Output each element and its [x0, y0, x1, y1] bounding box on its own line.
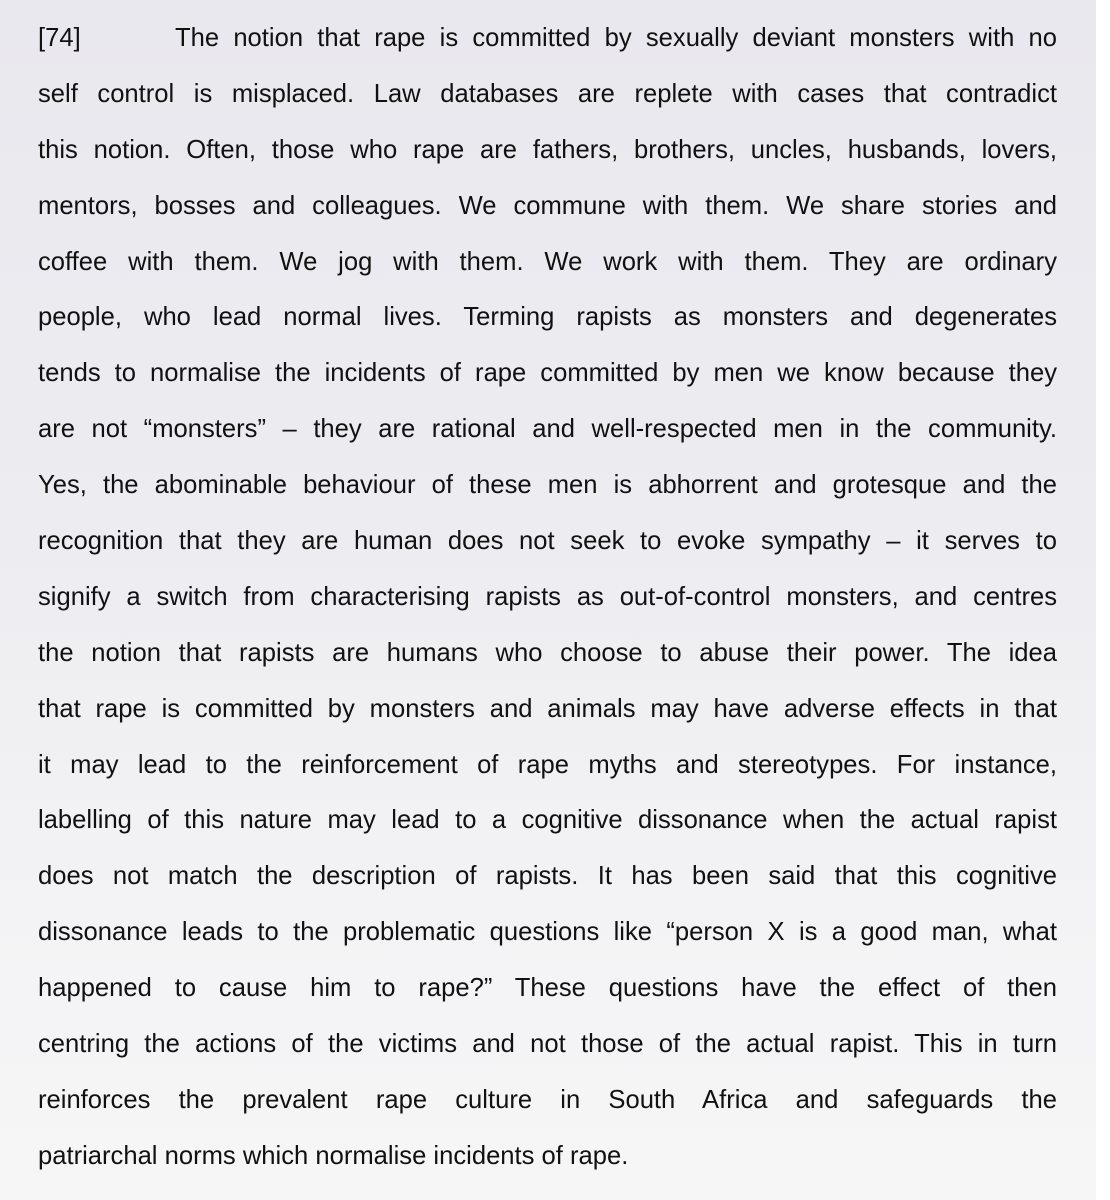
paragraph-line-8: are not “monsters” – they are rational and well-respected men in the community.: [38, 415, 1057, 444]
paragraph-74: [38, 17, 1057, 1191]
paragraph-line-13: that rape is committed by monsters and animals may have adverse effects in that: [38, 694, 1057, 723]
paragraph-line-11: signify a switch from characterising rapists as out-of-control monsters, and centres: [38, 582, 1057, 611]
paragraph-line-15: labelling of this nature may lead to a cognitive dissonance when the actual rapist: [38, 806, 1057, 835]
paragraph-line-20: reinforces the prevalent rape culture in South Africa and safeguards the: [38, 1085, 1057, 1114]
paragraph-line-18: happened to cause him to rape?” These questions have the effect of then: [38, 974, 1057, 1003]
paragraph-first-line: [38, 17, 1057, 73]
paragraph-line-1: The notion that rape is committed by sexually deviant monsters with no: [175, 24, 1057, 52]
paragraph-line-17: dissonance leads to the problematic questions like “person X is a good man, what: [38, 918, 1057, 947]
page-edge: [1096, 0, 1110, 1200]
paragraph-line-12: the notion that rapists are humans who choose to abuse their power. The idea: [38, 638, 1057, 667]
paragraph-line-10: recognition that they are human does not seek to evoke sympathy – it serves to: [38, 527, 1057, 556]
paragraph-line-19: centring the actions of the victims and not those of the actual rapist. This in turn: [38, 1030, 1057, 1059]
paragraph-line-6: people, who lead normal lives. Terming rapists as monsters and degenerates: [38, 303, 1057, 332]
paragraph-line-21: patriarchal norms which normalise incidents of rape.: [38, 1141, 629, 1170]
paragraph-number: [74]: [38, 24, 81, 52]
paragraph-line-16: does not match the description of rapists. It has been said that this cognitive: [38, 862, 1057, 891]
paragraph-line-9: Yes, the abominable behaviour of these men is abhorrent and grotesque and the: [38, 471, 1057, 500]
paragraph-line-4: mentors, bosses and colleagues. We commune with them. We share stories and: [38, 191, 1057, 220]
paragraph-line-5: coffee with them. We jog with them. We work with them. They are ordinary: [38, 247, 1057, 276]
paragraph-line-2: self control is misplaced. Law databases are replete with cases that contradict: [38, 79, 1057, 108]
paragraph-line-14: it may lead to the reinforcement of rape myths and stereotypes. For instance,: [38, 750, 1057, 779]
paragraph-line-7: tends to normalise the incidents of rape committed by men we know because they: [38, 359, 1057, 388]
paragraph-line-3: this notion. Often, those who rape are fathers, brothers, uncles, husbands, lovers,: [38, 135, 1057, 164]
